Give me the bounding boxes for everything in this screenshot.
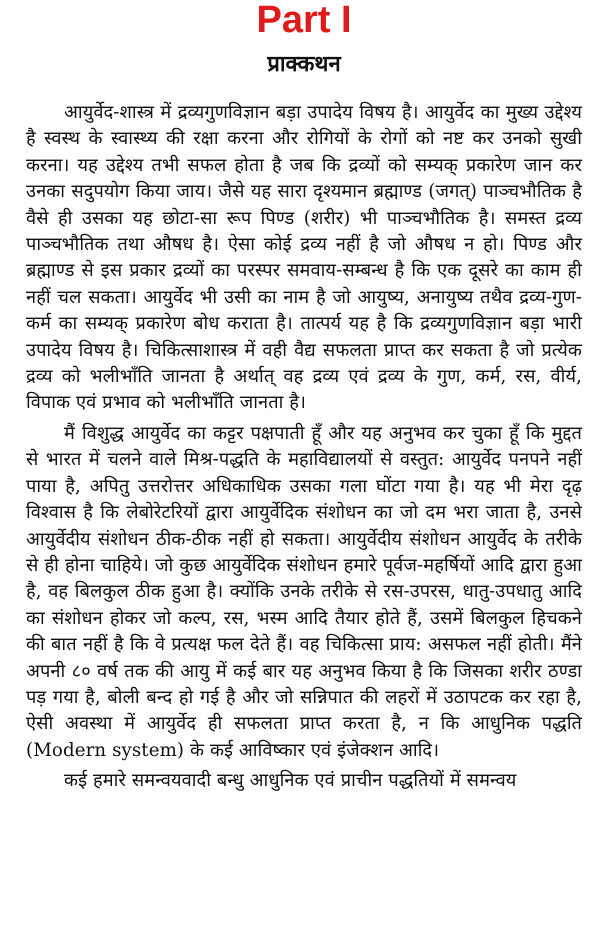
chapter-title: प्राक्कथन [267,52,341,77]
part-title: Part I [256,0,352,41]
paragraph-1: आयुर्वेद-शास्त्र में द्रव्यगुणविज्ञान बड़ा उपादेय विषय है। आयुर्वेद का मुख्य उद्देश्य है स्वस्थ के स्वास्थ्य की रक्षा करना और रोगियों के रोगों को नष्ट कर उनको सुखी करना। यह उद्देश्य तभी सफल होता है जब कि द्रव्यों को सम्यक् प्रकारेण जान कर उनका सदुपयोग किया जाय। जैसे यह सारा दृश्यमान ब्रह्माण्ड (जगत्) पाञ्चभौतिक है वैसे ही उसका यह छोटा-सा रूप पिण्ड (शरीर) भी पाञ्चभौतिक है। समस्त द्रव्य पाञ्चभौतिक तथा औषध है। ऐसा कोई द्रव्य नहीं है जो औषध न हो। पिण्ड और ब्रह्माण्ड से इस प्रकार द्रव्यों का परस्पर समवाय-सम्बन्ध है कि एक दूसरे का काम ही नहीं चल सकता। आयुर्वेद भी उसी का नाम है जो आयुष्य, अनायुष्य तथैव द्रव्य-गुण-कर्म का सम्यक् प्रकारेण बोध कराता है। तात्पर्य यह है कि द्रव्यगुणविज्ञान बड़ा भारी उपादेय विषय है। चिकित्साशास्त्र में वही वैद्य सफलता प्राप्त कर सकता है जो प्रत्येक द्रव्य को भलीभाँति जानता है अर्थात् वह द्रव्य एवं द्रव्य के गुण, कर्म, रस, वीर्य, विपाक एवं प्रभाव को भलीभाँति जानता है। [26,102,582,414]
paragraph-3: कई हमारे समन्वयवादी बन्धु आधुनिक एवं प्राचीन पद्धतियों में समन्वय [64,770,517,792]
paragraph-2: मैं विशुद्ध आयुर्वेद का कट्टर पक्षपाती हूँ और यह अनुभव कर चुका हूँ कि मुद्दत से भारत में चलने वाले मिश्र-पद्धति के महाविद्यालयों से वस्तुत: आयुर्वेद पनपने नहीं पाया है, अपितु उत्तरोत्तर अधिकाधिक उसका गला घोंटा गया है। यह भी मेरा दृढ़ विश्वास है कि लेबोरेटरियों द्वारा आयुर्वेदिक संशोधन का जो दम भरा जाता है, उनसे आयुर्वेदीय संशोधन ठीक-ठीक नहीं हो सकता। आयुर्वेदीय संशोधन आयुर्वेद के तरीके से ही होना चाहिये। जो कुछ आयुर्वेदिक संशोधन हमारे पूर्वज-महर्षियों आदि द्वारा हुआ है, वह बिलकुल ठीक हुआ है। क्योंकि उनके तरीके से रस-उपरस, धातु-उपधातु आदि का संशोधन होकर जो कल्प, रस, भस्म आदि तैयार होते हैं, उसमें बिलकुल हिचकने की बात नहीं है कि वे प्रत्यक्ष फल देते हैं। वह चिकित्सा प्राय: असफल नहीं होती। मैंने अपनी ८० वर्ष तक की आयु में कई बार यह अनुभव किया है कि जिसका शरीर ठण्डा पड़ गया है, बोली बन्द हो गई है और जो सन्निपात की लहरों में उठापटक कर रहा है, ऐसी अवस्था में आयुर्वेद ही सफलता प्राप्त करता है, न कि आधुनिक पद्धति (Modern system) के कई आविष्कार एवं इंजेक्शन आदि। [26,422,582,761]
